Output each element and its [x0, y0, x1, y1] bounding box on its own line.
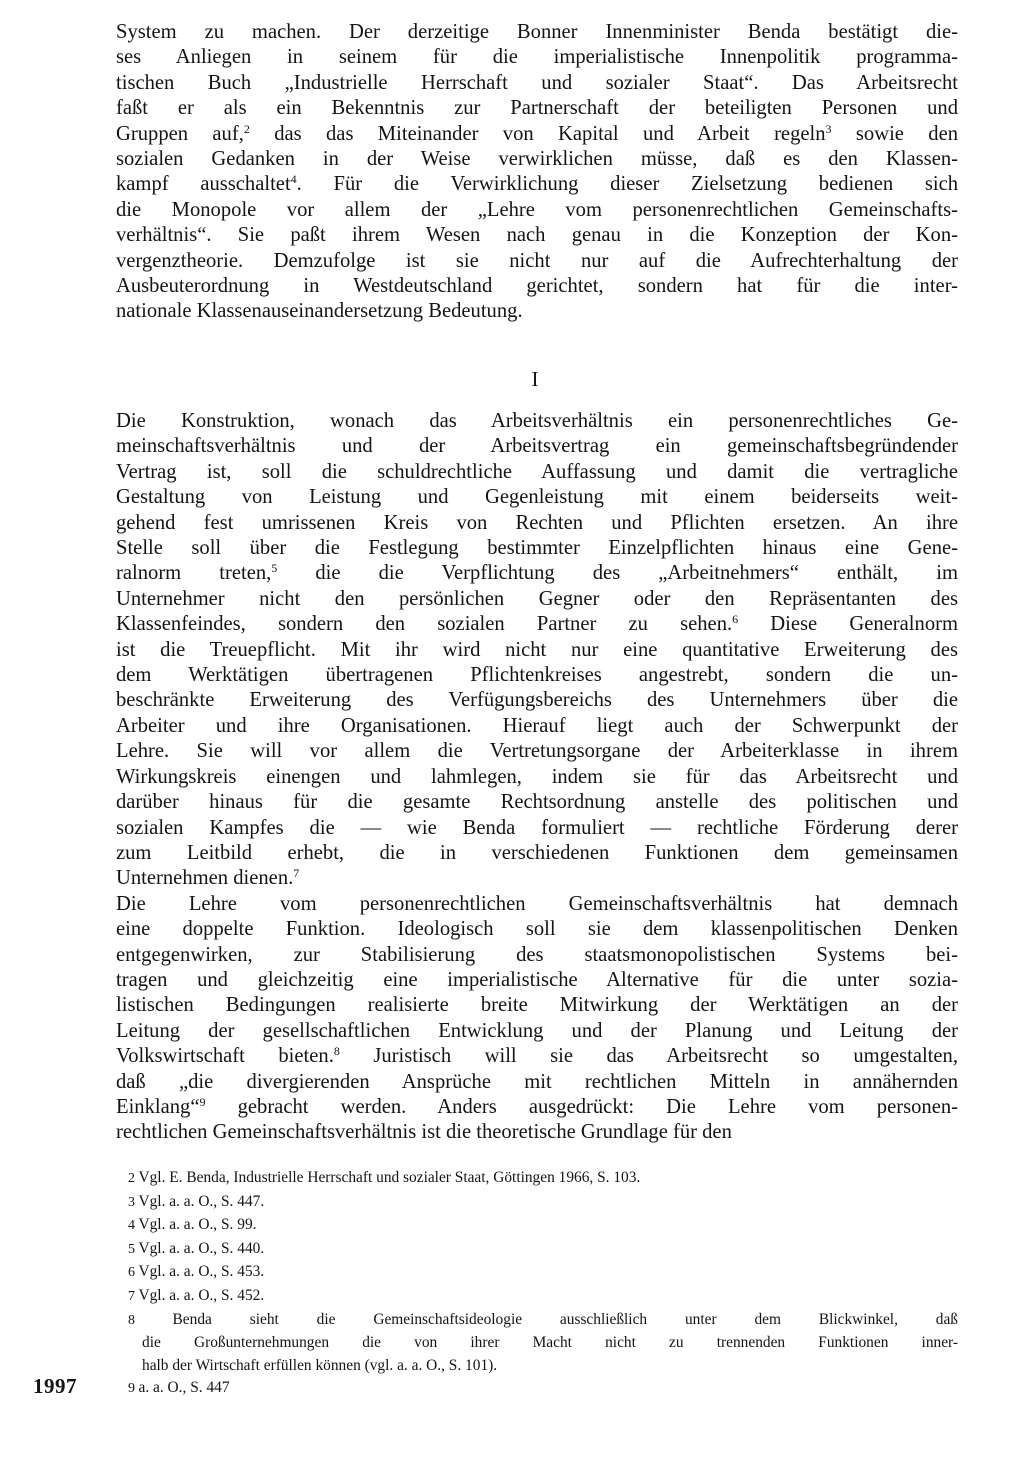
text-line: Stelle soll über die Festlegung bestimmter Einzelpflichten hinaus eine Gene- — [116, 537, 958, 560]
text-line: sozialen Kampfes die — wie Benda formuliert — rechtliche Förderung derer — [116, 816, 958, 839]
text-line: Die Konstruktion, wonach das Arbeitsverhältnis ein personenrechtliches Ge- — [116, 410, 958, 432]
text-line: Gruppen auf,$^2$ das das Miteinander von Kapital und Arbeit regeln$^3$ sowie den — [116, 121, 959, 145]
footnote-number: 5 — [128, 1241, 139, 1257]
text-line: Arbeiter und ihre Organisationen. Hierauf liegt auch der Schwerpunkt der — [116, 714, 958, 737]
text-line: Wirkungskreis einengen und lahmlegen, indem sie für das Arbeitsrecht und — [116, 765, 958, 788]
footnote-ref: 8 — [333, 1044, 340, 1059]
footnote-ref: 5 — [271, 561, 278, 576]
text-line: Klassenfeindes, sondern den sozialen Partner zu sehen.$^6$ Diese Generalnorm — [116, 612, 958, 636]
footnote-text: Vgl. a. a. O., S. 440. — [138, 1239, 265, 1257]
footnote-text: Vgl. a. a. O., S. 99. — [138, 1216, 257, 1234]
footnote-number: 2 — [128, 1171, 139, 1186]
text-line: tischen Buch „Industrielle Herrschaft und sozialer Staat“. Das Arbeitsrecht — [116, 71, 958, 94]
text-line: dem Werktätigen übertragenen Pflichtenkreises angestrebt, sondern die un- — [116, 664, 958, 687]
footnote-line — [128, 1191, 958, 1215]
text-line: Unternehmer nicht den persönlichen Gegner oder den Repräsentanten des — [116, 587, 958, 610]
text-line: die Monopole vor allem der „Lehre vom personenrechtlichen Gemeinschafts- — [116, 198, 958, 221]
text-line: daß „die divergierenden Ansprüche mit rechtlichen Mitteln in annähernden — [116, 1070, 958, 1093]
footnote-text: Vgl. E. Benda, Industrielle Herrschaft und sozialer Staat, Göttingen 1966, S. 103. — [138, 1169, 641, 1186]
section-heading: I — [531, 367, 539, 391]
footnote-text: Benda sieht die Gemeinschaftsideologie ausschließlich unter dem Blickwinkel, daß — [172, 1310, 959, 1328]
paragraph-2-body — [116, 409, 958, 892]
footnote-line — [128, 1355, 958, 1378]
footnote-ref: 4 — [290, 172, 297, 187]
paragraph-2 — [116, 409, 958, 1146]
footnote-line — [128, 1167, 958, 1191]
text-line: rechtlichen Gemeinschaftsverhältnis ist die theoretische Grundlage für den — [116, 1121, 732, 1144]
footnote-number: 9 — [128, 1381, 139, 1397]
text-line: Leitung der gesellschaftlichen Entwicklung und der Planung und Leitung der — [116, 1019, 958, 1042]
text-line: nationale Klassenauseinandersetzung Bedeutung. — [116, 300, 523, 323]
text-line: entgegenwirken, zur Stabilisierung des staatsmonopolistischen Systems bei- — [116, 943, 958, 966]
text-line: kampf ausschaltet$^4$. Für die Verwirklichung dieser Zielsetzung bedienen sich — [116, 172, 959, 196]
footnote-line — [128, 1238, 958, 1262]
text-line: Einklang“$^9$ gebracht werden. Anders ausgedrückt: Die Lehre vom personen- — [116, 1094, 958, 1118]
text-line: Volkswirtschaft bieten.$^8$ Juristisch will sie das Arbeitsrecht so umgestalten, — [116, 1044, 958, 1068]
footnote-number: 6 — [128, 1265, 139, 1281]
footnote-ref: 6 — [732, 612, 739, 627]
text-line: Unternehmen dienen.$^7$ — [116, 866, 300, 890]
footnote-ref: 2 — [243, 121, 250, 136]
footnote-line — [128, 1309, 958, 1333]
footnote-ref: 9 — [199, 1094, 206, 1109]
footnote-text: halb der Wirtschaft erfüllen können (vgl. a. a. O., S. 101). — [142, 1356, 498, 1374]
text-line: Ausbeuterordnung in Westdeutschland gerichtet, sondern hat für die inter- — [116, 275, 958, 298]
footnote-line — [128, 1214, 958, 1238]
text-line: zum Leitbild erhebt, die in verschiedenen Funktionen dem gemeinsamen — [116, 841, 958, 864]
footnote-line — [128, 1332, 958, 1355]
footnote-text: Vgl. a. a. O., S. 453. — [138, 1263, 265, 1281]
paragraph-3-body — [116, 892, 958, 1146]
footnote-line — [128, 1261, 958, 1285]
text-line: gehend fest umrissenen Kreis von Rechten und Pflichten ersetzen. An ihre — [116, 511, 958, 534]
footnotes — [128, 1167, 958, 1401]
text-line: sozialen Gedanken in der Weise verwirklichen müsse, daß es den Klassen- — [116, 148, 958, 171]
footnote-ref: 3 — [825, 121, 832, 136]
text-line: darüber hinaus für die gesamte Rechtsordnung anstelle des politischen und — [116, 791, 958, 814]
text-line: Vertrag ist, soll die schuldrechtliche Auffassung und damit die vertragliche — [116, 460, 958, 483]
footnote-line — [128, 1285, 958, 1309]
text-line: beschränkte Erweiterung des Verfügungsbereichs des Unternehmers über die — [116, 689, 958, 712]
footnote-number: 8 — [128, 1312, 173, 1328]
text-line: listischen Bedingungen realisierte breite Mitwirkung der Werktätigen an der — [116, 994, 958, 1017]
text-line: tragen und gleichzeitig eine imperialistische Alternative für die unter sozia- — [116, 968, 958, 991]
footnote-ref: 7 — [293, 866, 300, 881]
footnote-text: Vgl. a. a. O., S. 452. — [138, 1286, 265, 1304]
text-line: Lehre. Sie will vor allem die Vertretungsorgane der Arbeiterklasse in ihrem — [116, 740, 958, 763]
page-number: 1997 — [33, 1374, 77, 1398]
text-line: System zu machen. Der derzeitige Bonner Innenminister Benda bestätigt die- — [116, 21, 958, 43]
text-line: ralnorm treten,$^5$ die die Verpflichtung des „Arbeitnehmers“ enthält, im — [116, 561, 958, 585]
footnote-text: die Großunternehmungen die von ihrer Macht nicht zu trennenden Funktionen inner- — [142, 1334, 958, 1352]
text-line: ses Anliegen in seinem für die imperialistische Innenpolitik programma- — [116, 46, 958, 69]
text-line: meinschaftsverhältnis und der Arbeitsvertrag ein gemeinschaftsbegründender — [116, 435, 958, 458]
text-line: Die Lehre vom personenrechtlichen Gemeinschaftsverhältnis hat demnach — [116, 892, 958, 915]
footnote-line — [128, 1377, 958, 1401]
text-line: eine doppelte Funktion. Ideologisch soll sie dem klassenpolitischen Denken — [116, 918, 958, 941]
footnote-text: a. a. O., S. 447 — [138, 1379, 230, 1397]
paragraph-1 — [116, 20, 958, 325]
footnote-number: 4 — [128, 1218, 139, 1234]
footnote-text: Vgl. a. a. O., S. 447. — [138, 1192, 265, 1210]
text-line: Gestaltung von Leistung und Gegenleistung mit einem beiderseits weit- — [116, 486, 958, 509]
text-line: faßt er als ein Bekenntnis zur Partnerschaft der beteiligten Personen und — [116, 97, 958, 120]
footnote-number: 7 — [128, 1288, 139, 1304]
footnote-number: 3 — [128, 1194, 139, 1210]
text-line: verhältnis“. Sie paßt ihrem Wesen nach genau in die Konzeption der Kon- — [116, 224, 958, 247]
text-line: vergenztheorie. Demzufolge ist sie nicht nur auf die Aufrechterhaltung der — [116, 249, 958, 272]
text-line: ist die Treuepflicht. Mit ihr wird nicht nur eine quantitative Erweiterung des — [116, 638, 958, 661]
